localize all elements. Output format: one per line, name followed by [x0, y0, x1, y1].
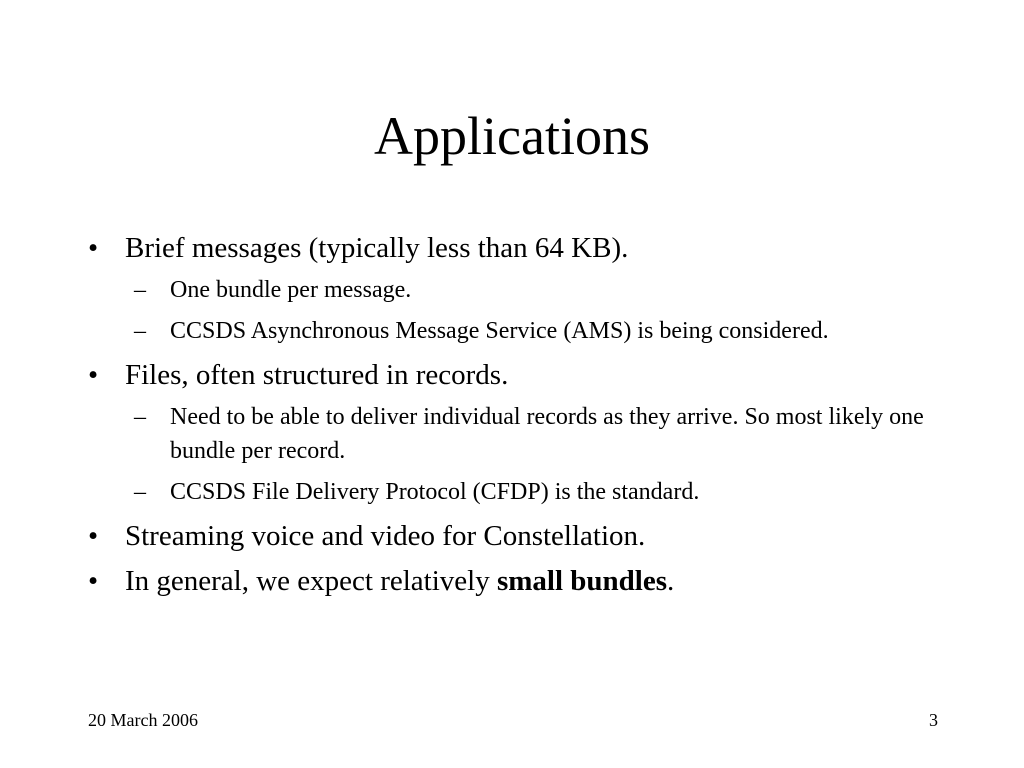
bullet-text-end: .	[667, 565, 675, 597]
bullet-text-bold: small bundles	[496, 565, 668, 597]
bullet-text: Files, often structured in records.	[125, 359, 509, 391]
bullet-item	[88, 516, 928, 556]
sub-bullet-text: CCSDS File Delivery Protocol (CFDP) is the standard.	[170, 479, 700, 505]
sub-bullet-marker: –	[134, 404, 146, 430]
bullet-text-regular: In general, we expect relatively	[125, 565, 497, 597]
sub-bullet-marker: –	[134, 318, 146, 344]
slide-number: 3	[929, 710, 938, 730]
bullet-text	[125, 565, 674, 597]
slide-title: Applications	[374, 106, 650, 166]
bullet-marker: •	[88, 359, 99, 391]
sub-bullet-text: One bundle per message.	[170, 277, 412, 303]
sub-bullet-text: CCSDS Asynchronous Message Service (AMS) is being considered.	[170, 318, 829, 344]
bullet-marker: •	[88, 565, 99, 597]
bullet-item	[88, 228, 928, 268]
sub-bullet-item	[134, 475, 928, 509]
bullet-item	[88, 355, 928, 395]
bullet-marker: •	[88, 520, 99, 552]
sub-bullet-item	[134, 273, 928, 307]
bullet-text: Streaming voice and video for Constellation.	[125, 520, 646, 552]
bullet-list	[88, 228, 928, 606]
bullet-text: Brief messages (typically less than 64 KB).	[125, 232, 629, 264]
sub-bullet-item	[134, 400, 928, 468]
sub-bullet-marker: –	[134, 277, 146, 303]
sub-bullet-marker: –	[134, 479, 146, 505]
sub-bullet-text: Need to be able to deliver individual records as they arrive. So most likely one bundle per record.	[170, 404, 924, 464]
bullet-item	[88, 561, 928, 601]
bullet-marker: •	[88, 232, 99, 264]
footer-date: 20 March 2006	[88, 710, 198, 730]
sub-bullet-item	[134, 314, 928, 348]
